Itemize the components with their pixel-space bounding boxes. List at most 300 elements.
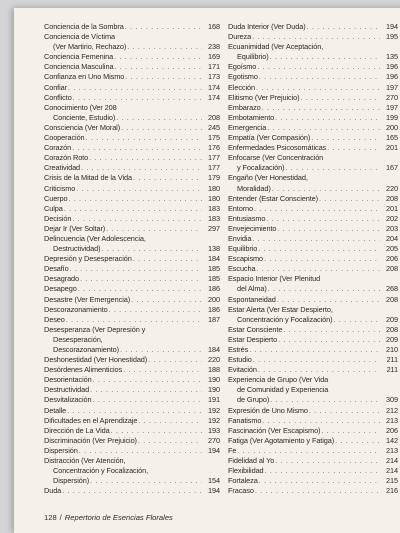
entry-page-number: 214 — [386, 466, 398, 476]
entry-page-number: 196 — [386, 72, 398, 82]
entry-page-number: 180 — [208, 183, 220, 193]
entry-text: Decisión — [44, 213, 72, 223]
index-entry — [44, 264, 220, 274]
index-entry — [228, 446, 398, 456]
index-entry — [44, 385, 220, 395]
entry-page-number: 180 — [208, 193, 220, 203]
entry-text: Entender (Estar Consciente) — [228, 193, 318, 203]
index-entry — [44, 486, 220, 496]
entry-page-number: 208 — [386, 294, 398, 304]
leader-dots — [109, 305, 202, 315]
index-entry — [228, 194, 398, 204]
index-entry — [44, 395, 220, 405]
index-entry — [44, 305, 220, 315]
entry-page-number: 195 — [386, 32, 398, 42]
index-entry — [44, 466, 220, 476]
index-entry — [228, 83, 398, 93]
leader-dots — [92, 395, 202, 405]
index-entry — [44, 244, 220, 254]
entry-page-number: 177 — [208, 163, 220, 173]
entry-page-number: 206 — [386, 254, 398, 264]
index-entry — [44, 325, 220, 335]
index-entry — [44, 72, 220, 82]
index-entry — [44, 163, 220, 173]
entry-page-number: 135 — [386, 52, 398, 62]
entry-text: Emergencia — [228, 122, 267, 132]
leader-dots — [259, 476, 380, 486]
entry-page-number: 203 — [386, 223, 398, 233]
entry-page-number: 208 — [208, 112, 220, 122]
index-entry — [228, 244, 398, 254]
entry-text: Desafío — [44, 264, 69, 274]
index-entry — [228, 456, 398, 466]
entry-text: Desorientación — [44, 375, 92, 385]
index-entry — [44, 173, 220, 183]
index-entry — [228, 234, 398, 244]
entry-text: Dispersión) — [53, 476, 90, 486]
index-column-left — [44, 22, 220, 496]
entry-text: Depresión y Desesperación — [44, 254, 132, 264]
leader-dots — [264, 254, 380, 264]
entry-text: Estrés — [228, 345, 249, 354]
entry-page-number: 197 — [386, 102, 398, 112]
entry-text: Conciencia de la Sombra — [44, 22, 124, 31]
entry-page-number: 270 — [386, 92, 398, 102]
entry-page-number: 185 — [208, 274, 220, 284]
entry-text: Entorno — [228, 203, 254, 213]
entry-text: Crisis de la Mitad de la Vida — [44, 173, 132, 183]
entry-text: Espacio Interior (Ver Plenitud — [228, 274, 321, 284]
index-entry — [228, 204, 398, 214]
leader-dots — [73, 93, 202, 103]
entry-text: Discriminación (Ver Prejuicio) — [44, 435, 137, 445]
index-entry — [44, 113, 220, 123]
leader-dots — [252, 32, 380, 42]
entry-text: Equilibrio — [228, 244, 258, 254]
entry-text: Consciencia (Ver Moral) — [44, 122, 121, 132]
leader-dots — [333, 315, 380, 325]
index-entry — [228, 103, 398, 113]
leader-dots — [254, 204, 380, 214]
entry-page-number: 188 — [208, 365, 220, 375]
index-entry — [228, 143, 398, 153]
leader-dots — [321, 426, 380, 436]
index-entry — [228, 295, 398, 305]
entry-text: Conciente, Estudio) — [53, 112, 116, 122]
entry-page-number: 213 — [386, 445, 398, 455]
index-entry — [44, 93, 220, 103]
index-entry — [44, 184, 220, 194]
entry-page-number: 209 — [386, 314, 398, 324]
index-entry — [44, 345, 220, 355]
entry-page-number: 245 — [208, 122, 220, 132]
index-entry — [228, 264, 398, 274]
leader-dots — [327, 143, 380, 153]
index-entry — [44, 52, 220, 62]
leader-dots — [138, 436, 202, 446]
entry-text: de Grupo) — [237, 395, 270, 405]
leader-dots — [311, 133, 380, 143]
leader-dots — [120, 345, 202, 355]
entry-text: Equilibrio) — [237, 52, 269, 62]
index-entry — [44, 284, 220, 294]
index-entry — [228, 32, 398, 42]
entry-page-number: 168 — [208, 22, 220, 31]
entry-page-number: 171 — [208, 62, 220, 72]
entry-text: Flexibilidad — [228, 466, 264, 476]
entry-text: Empatía (Ver Compasión) — [228, 133, 311, 143]
entry-text: Conciencia Masculina — [44, 62, 114, 72]
index-entry — [228, 184, 398, 194]
entry-page-number: 238 — [208, 42, 220, 52]
leader-dots — [125, 72, 202, 82]
entry-page-number: 309 — [386, 395, 398, 405]
leader-dots — [249, 345, 380, 355]
entry-page-number: 194 — [208, 486, 220, 496]
entry-text: Estar Alerta (Ver Estar Despierto, — [228, 304, 333, 314]
entry-page-number: 214 — [386, 456, 398, 466]
leader-dots — [253, 355, 380, 365]
index-entry — [44, 416, 220, 426]
entry-page-number: 201 — [386, 143, 398, 153]
leader-dots — [319, 194, 380, 204]
entry-text: Confiar — [44, 82, 67, 92]
leader-dots — [278, 335, 380, 345]
leader-dots — [81, 163, 202, 173]
entry-page-number: 210 — [386, 345, 398, 354]
index-entry — [228, 284, 398, 294]
leader-dots — [256, 83, 380, 93]
entry-page-number: 167 — [386, 163, 398, 173]
leader-dots — [116, 113, 202, 123]
entry-page-number: 194 — [386, 22, 398, 31]
index-entry — [44, 254, 220, 264]
entry-page-number: 187 — [208, 314, 220, 324]
leader-dots — [123, 365, 202, 375]
entry-text: del Alma) — [237, 284, 267, 294]
index-entry — [44, 446, 220, 456]
entry-text: Enfocarse (Ver Concentración — [228, 153, 324, 163]
index-entry — [228, 133, 398, 143]
entry-text: Desagrado — [44, 274, 80, 284]
leader-dots — [138, 416, 202, 426]
entry-text: Criticismo — [44, 183, 76, 193]
entry-text: Desesperanza (Ver Depresión y — [44, 324, 146, 334]
index-entry — [228, 224, 398, 234]
index-entry — [228, 214, 398, 224]
index-entry — [44, 204, 220, 214]
leader-dots — [268, 284, 380, 294]
leader-dots — [106, 224, 202, 234]
index-entry — [228, 466, 398, 476]
leader-dots — [111, 426, 202, 436]
entry-text: Espontaneidad — [228, 294, 276, 304]
leader-dots — [266, 214, 380, 224]
leader-dots — [68, 83, 202, 93]
entry-text: de Comunidad y Experiencia — [237, 385, 329, 395]
entry-page-number: 176 — [208, 143, 220, 153]
footer-separator: / — [59, 513, 62, 522]
index-entry — [44, 103, 220, 113]
leader-dots — [67, 406, 202, 416]
leader-dots — [79, 446, 202, 456]
entry-text: Elitismo (Ver Prejuicio) — [228, 92, 300, 102]
index-entry — [44, 194, 220, 204]
entry-text: Fracaso — [228, 486, 254, 496]
entry-page-number: 138 — [208, 244, 220, 254]
index-entry — [228, 62, 398, 72]
entry-text: Dificultades en el Aprendizaje — [44, 415, 138, 425]
entry-text: Egoísmo — [228, 62, 257, 72]
index-entry — [44, 295, 220, 305]
entry-page-number: 191 — [208, 395, 220, 405]
entry-text: Fascinación (Ver Escapismo) — [228, 425, 321, 435]
entry-page-number: 183 — [208, 213, 220, 223]
entry-page-number: 216 — [386, 486, 398, 496]
index-entry — [44, 456, 220, 466]
entry-text: Descorazonamiento) — [53, 345, 119, 354]
entry-page-number: 194 — [208, 445, 220, 455]
entry-page-number: 173 — [208, 72, 220, 82]
entry-page-number: 211 — [386, 365, 398, 375]
book-title: Repertorio de Esencias Florales — [64, 513, 173, 522]
leader-dots — [262, 416, 380, 426]
leader-dots — [89, 153, 202, 163]
entry-page-number: 201 — [386, 203, 398, 213]
entry-text: Destructividad — [44, 385, 90, 395]
entry-text: Conflicto — [44, 92, 72, 102]
entry-page-number: 202 — [386, 213, 398, 223]
entry-text: Desesperación, — [53, 334, 103, 344]
entry-text: Envejecimiento — [228, 223, 277, 233]
entry-text: Desórdenes Alimenticios — [44, 365, 123, 375]
index-entry — [228, 315, 398, 325]
index-entry — [228, 22, 398, 32]
index-entry — [228, 274, 398, 284]
entry-text: Concentración y Focalización) — [237, 314, 333, 324]
entry-page-number: 205 — [386, 244, 398, 254]
leader-dots — [64, 204, 202, 214]
index-entry — [228, 436, 398, 446]
entry-page-number: 270 — [208, 435, 220, 445]
entry-page-number: 165 — [386, 133, 398, 143]
index-entry — [228, 254, 398, 264]
leader-dots — [70, 264, 202, 274]
entry-text: Destructividad) — [53, 244, 101, 254]
leader-dots — [86, 133, 202, 143]
leader-dots — [78, 284, 202, 294]
index-entry — [228, 406, 398, 416]
leader-dots — [90, 476, 202, 486]
index-entry — [228, 72, 398, 82]
entry-text: Duda Interior (Ver Duda) — [228, 22, 306, 31]
entry-text: Culpa — [44, 203, 63, 213]
index-entry — [228, 305, 398, 315]
leader-dots — [93, 375, 202, 385]
entry-text: Embotamiento — [228, 112, 275, 122]
leader-dots — [262, 103, 380, 113]
index-entry — [228, 426, 398, 436]
leader-dots — [133, 254, 202, 264]
index-entry — [44, 375, 220, 385]
entry-text: Estudio — [228, 355, 252, 365]
entry-text: Estar Despierto — [228, 334, 278, 344]
leader-dots — [255, 486, 380, 496]
entry-text: Detalle — [44, 405, 67, 415]
index-entry — [228, 325, 398, 335]
index-entry — [228, 163, 398, 173]
entry-text: Egotismo — [228, 72, 258, 82]
entry-text: Estar Consciente — [228, 324, 283, 334]
index-entry — [228, 486, 398, 496]
leader-dots — [62, 486, 202, 496]
leader-dots — [114, 52, 202, 62]
entry-text: Cuerpo — [44, 193, 68, 203]
entry-text: Evitación — [228, 365, 257, 375]
leader-dots — [307, 22, 380, 32]
entry-text: Confianza en Uno Mismo — [44, 72, 125, 82]
index-entry — [44, 436, 220, 446]
entry-page-number: 199 — [386, 112, 398, 122]
entry-text: Fortaleza — [228, 476, 258, 486]
leader-dots — [148, 355, 202, 365]
entry-page-number: 215 — [386, 476, 398, 486]
entry-page-number: 208 — [386, 264, 398, 274]
index-entry — [44, 83, 220, 93]
leader-dots — [275, 456, 380, 466]
leader-dots — [277, 295, 380, 305]
entry-page-number: 175 — [208, 133, 220, 143]
entry-page-number: 183 — [208, 203, 220, 213]
index-entry — [44, 153, 220, 163]
entry-text: Dispersión — [44, 445, 78, 455]
leader-dots — [283, 325, 380, 335]
entry-page-number: 212 — [386, 405, 398, 415]
index-entry — [44, 42, 220, 52]
index-entry — [228, 375, 398, 385]
entry-text: Conocimiento (Ver 208 — [44, 102, 117, 112]
entry-page-number: 268 — [386, 284, 398, 294]
entry-page-number: 208 — [386, 324, 398, 334]
entry-page-number: 297 — [208, 223, 220, 233]
leader-dots — [66, 315, 202, 325]
leader-dots — [72, 143, 202, 153]
page-footer — [44, 513, 173, 522]
entry-page-number: 154 — [208, 476, 220, 486]
entry-text: Entusiasmo — [228, 213, 266, 223]
entry-text: Embarazo — [228, 102, 261, 112]
entry-text: Elección — [228, 82, 255, 92]
entry-text: Descorazonamiento — [44, 304, 108, 314]
entry-page-number: 169 — [208, 52, 220, 62]
entry-text: Desastre (Ver Emergencia) — [44, 294, 131, 304]
leader-dots — [72, 214, 202, 224]
entry-text: Dirección de La Vida — [44, 425, 110, 435]
index-entry — [44, 224, 220, 234]
leader-dots — [80, 274, 202, 284]
index-entry — [44, 315, 220, 325]
leader-dots — [125, 22, 202, 32]
leader-dots — [258, 244, 380, 254]
leader-dots — [133, 173, 202, 183]
book-page — [14, 8, 400, 533]
index-entry — [44, 133, 220, 143]
leader-dots — [258, 365, 380, 375]
index-entry — [228, 153, 398, 163]
leader-dots — [277, 224, 380, 234]
entry-text: Fanatismo — [228, 415, 262, 425]
entry-page-number: 208 — [386, 193, 398, 203]
index-entry — [228, 416, 398, 426]
leader-dots — [252, 234, 380, 244]
index-entry — [228, 173, 398, 183]
entry-page-number: 186 — [208, 304, 220, 314]
entry-page-number: 190 — [208, 385, 220, 395]
index-entry — [228, 93, 398, 103]
entry-page-number: 211 — [386, 355, 398, 365]
leader-dots — [121, 123, 202, 133]
entry-text: y Focalización) — [237, 163, 285, 173]
leader-dots — [270, 52, 380, 62]
index-entry — [44, 335, 220, 345]
index-entry — [228, 123, 398, 133]
leader-dots — [335, 436, 380, 446]
entry-text: Corazón — [44, 143, 72, 153]
index-entry — [228, 395, 398, 405]
leader-dots — [237, 446, 380, 456]
leader-dots — [127, 42, 202, 52]
entry-page-number: 209 — [386, 334, 398, 344]
entry-page-number: 206 — [386, 425, 398, 435]
entry-text: Escucha — [228, 264, 256, 274]
index-entry — [228, 476, 398, 486]
entry-text: Duda — [44, 486, 62, 496]
entry-text: Engaño (Ver Honestidad, — [228, 173, 308, 183]
leader-dots — [285, 163, 380, 173]
index-entry — [44, 355, 220, 365]
index-entry — [44, 214, 220, 224]
index-entry — [228, 355, 398, 365]
entry-page-number: 174 — [208, 92, 220, 102]
index-entry — [44, 426, 220, 436]
entry-page-number: 196 — [386, 62, 398, 72]
entry-page-number: 190 — [208, 375, 220, 385]
index-entry — [44, 406, 220, 416]
index-entry — [44, 62, 220, 72]
leader-dots — [90, 385, 202, 395]
index-entry — [44, 274, 220, 284]
index-entry — [44, 476, 220, 486]
leader-dots — [259, 72, 380, 82]
entry-page-number: 186 — [208, 284, 220, 294]
leader-dots — [267, 123, 380, 133]
index-entry — [228, 42, 398, 52]
entry-page-number: 200 — [386, 122, 398, 132]
entry-text: Distracción (Ver Atención, — [44, 456, 126, 466]
entry-text: Dejar Ir (Ver Soltar) — [44, 223, 106, 233]
entry-text: (Ver Martirio, Rechazo) — [53, 42, 127, 52]
page-number: 128 — [44, 513, 57, 522]
entry-page-number: 192 — [208, 405, 220, 415]
entry-text: Conciencia Femenina — [44, 52, 114, 62]
entry-text: Fidelidad al Yo — [228, 456, 275, 466]
entry-text: Cooperación — [44, 133, 85, 143]
index-entry — [44, 365, 220, 375]
index-entry — [228, 385, 398, 395]
index-entry — [228, 52, 398, 62]
entry-text: Deshonestidad (Ver Honestidad) — [44, 355, 148, 365]
index-entry — [44, 123, 220, 133]
